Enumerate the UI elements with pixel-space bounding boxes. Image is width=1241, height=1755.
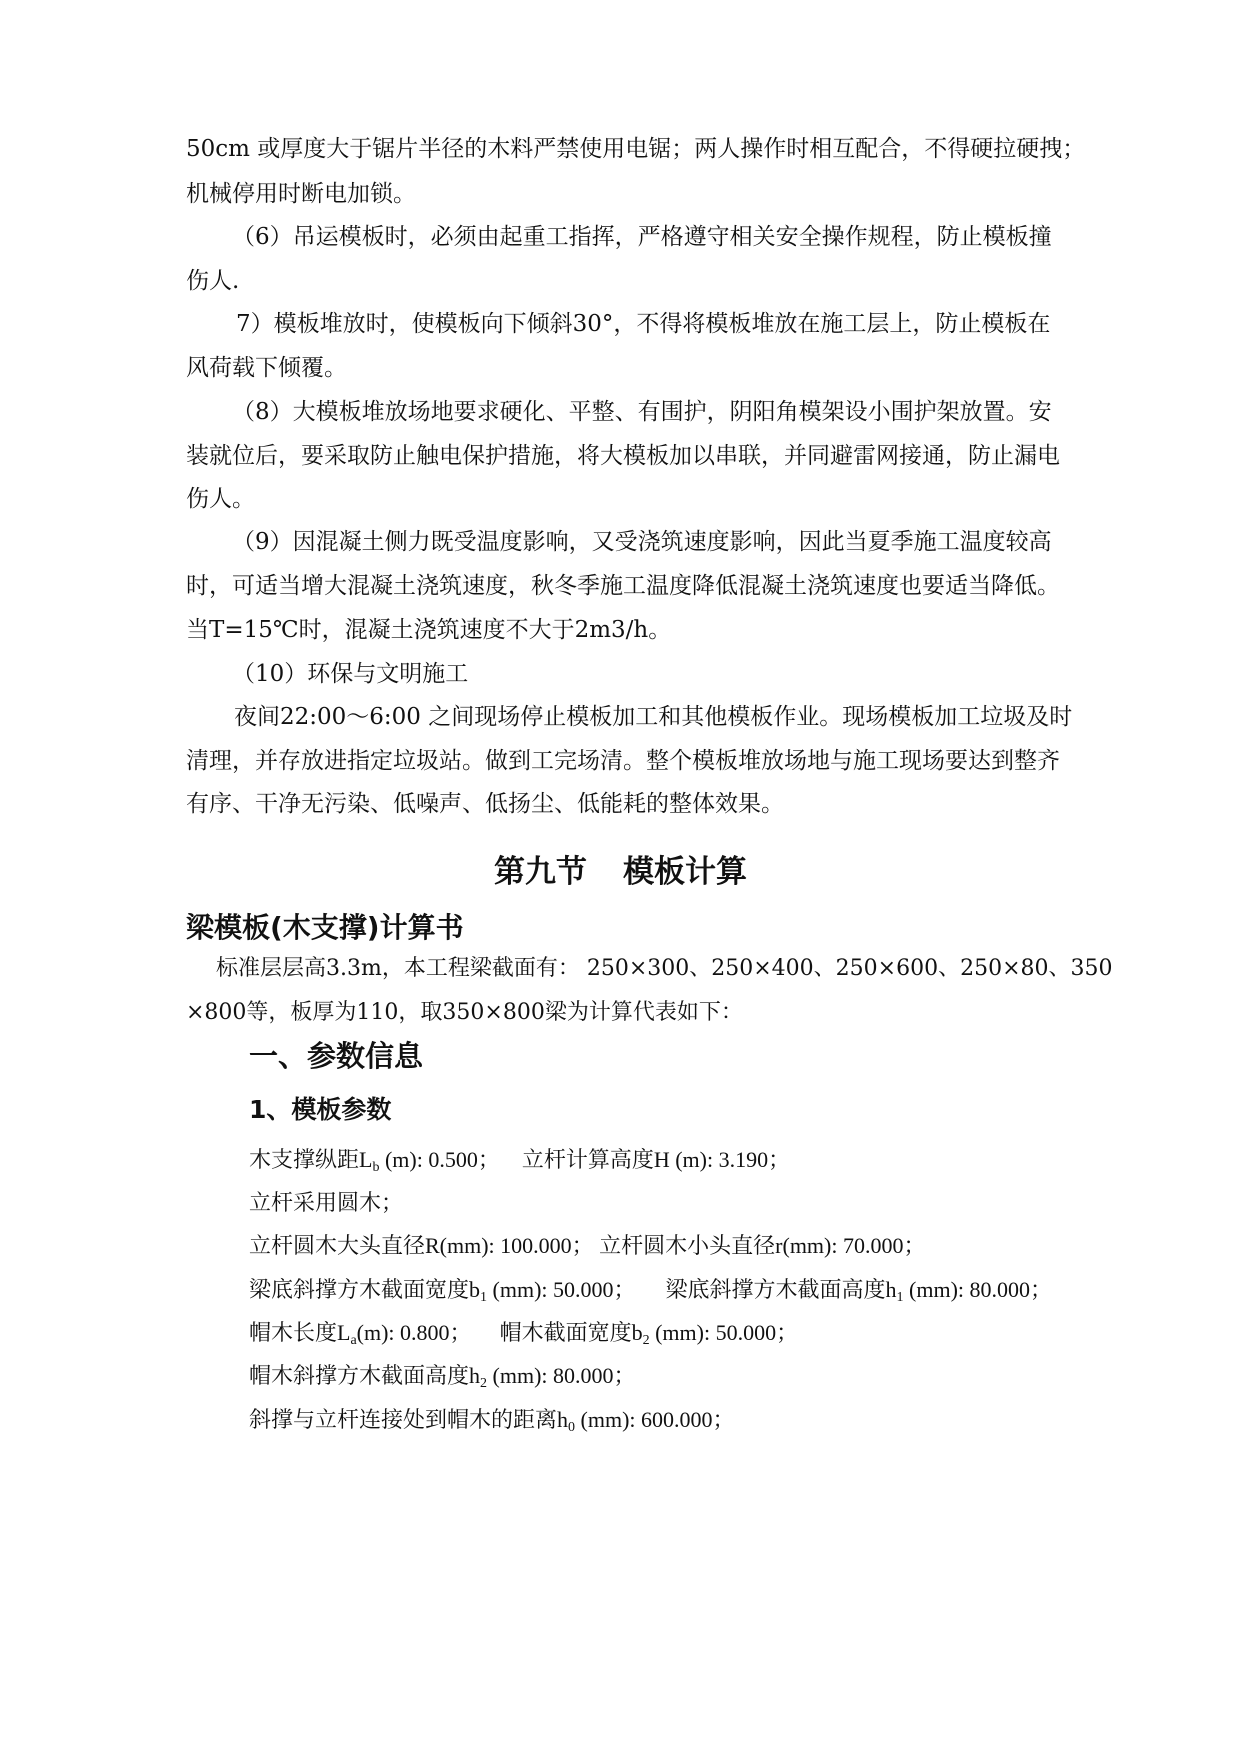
param-subscript: 1 (896, 1290, 904, 1305)
section-title (0, 850, 1241, 894)
param-subscript: a (350, 1333, 357, 1348)
param-label: 梁底斜撑方木截面高度h (665, 1277, 897, 1302)
param-line: 立杆采用圆木； (249, 1190, 404, 1215)
param-label: 斜撑与立杆连接处到帽木的距离h (249, 1407, 569, 1432)
param-line (249, 1356, 1129, 1396)
paragraph-line: 风荷载下倾覆。 (186, 355, 347, 381)
paragraph-line: 清理，并存放进指定垃圾站。做到工完场清。整个模板堆放场地与施工现场要达到整齐 (186, 748, 1060, 774)
paragraph-line: （6）吊运模板时，必须由起重工指挥，严格遵守相关安全操作规程，防止模板撞 (232, 224, 1052, 250)
paragraph-line: 7）模板堆放时，使模板向下倾斜30°，不得将模板堆放在施工层上，防止模板在 (236, 311, 1051, 337)
param-value: (m): 0.800； (356, 1320, 472, 1345)
param-subscript: 2 (480, 1376, 488, 1391)
param-subscript: 0 (568, 1420, 576, 1435)
intro-line: ×800等，板厚为110，取350×800梁为计算代表如下： (186, 1000, 743, 1025)
param-label: 帽木截面宽度b (499, 1320, 643, 1345)
paragraph-line: （9）因混凝土侧力既受温度影响，又受浇筑速度影响，因此当夏季施工温度较高 (232, 529, 1052, 555)
param-line (249, 1140, 1129, 1180)
paragraph-line: （10）环保与文明施工 (232, 661, 469, 687)
param-value: (mm): 600.000； (575, 1407, 735, 1432)
param-text: 立杆计算高度H (m): 3.190； (521, 1147, 791, 1172)
heading-template-params: 1、模板参数 (249, 1095, 392, 1124)
paragraph-line: 装就位后，要采取防止触电保护措施，将大模板加以串联，并同避雷网接通，防止漏电 (186, 443, 1060, 469)
param-subscript: 2 (642, 1333, 650, 1348)
paragraph-line: 50cm 或厚度大于锯片半径的木料严禁使用电锯；两人操作时相互配合，不得硬拉硬拽； (186, 136, 1086, 162)
calc-book-title: 梁模板(木支撑)计算书 (186, 911, 464, 944)
param-label: 帽木斜撑方木截面高度h (249, 1363, 481, 1388)
param-label: 帽木长度L (249, 1320, 351, 1345)
paragraph-line: 伤人。 (186, 486, 255, 512)
heading-parameter-info: 一、参数信息 (249, 1039, 424, 1073)
param-value: (mm): 80.000； (487, 1363, 636, 1388)
paragraph-line: 当T=15℃时，混凝土浇筑速度不大于2m3/h。 (186, 617, 672, 643)
intro-line: 标准层层高3.3m，本工程梁截面有： 250×300、250×400、250×600、250×80、350 (216, 956, 1113, 981)
paragraph-line: 伤人. (186, 268, 240, 294)
param-value: (mm): 50.000； (487, 1277, 636, 1302)
param-subscript: 1 (480, 1290, 488, 1305)
param-line (249, 1270, 1129, 1310)
param-value: (mm): 50.000； (649, 1320, 799, 1345)
paragraph-line: 有序、干净无污染、低噪声、低扬尘、低能耗的整体效果。 (186, 791, 784, 817)
paragraph-line: 夜间22:00～6:00 之间现场停止模板加工和其他模板作业。现场模板加工垃圾及时 (234, 704, 1073, 730)
paragraph-line: （8）大模板堆放场地要求硬化、平整、有围护，阴阳角模架设小围护架放置。安 (232, 399, 1052, 425)
paragraph-line: 时，可适当增大混凝土浇筑速度，秋冬季施工温度降低混凝土浇筑速度也要适当降低。 (186, 573, 1060, 599)
param-line: 立杆圆木大头直径R(mm): 100.000； 立杆圆木小头直径r(mm): 70.000； (249, 1233, 926, 1258)
paragraph-line: 机械停用时断电加锁。 (186, 181, 416, 207)
param-label: 梁底斜撑方木截面宽度b (249, 1277, 481, 1302)
param-value: (m): 0.500； (379, 1147, 500, 1172)
section-name: 模板计算 (623, 854, 747, 890)
param-line (249, 1313, 1129, 1353)
param-label: 木支撑纵距L (249, 1147, 373, 1172)
section-number: 第九节 (494, 854, 587, 890)
param-line (249, 1400, 1129, 1440)
param-value: (mm): 80.000； (903, 1277, 1053, 1302)
param-subscript: b (372, 1160, 380, 1175)
